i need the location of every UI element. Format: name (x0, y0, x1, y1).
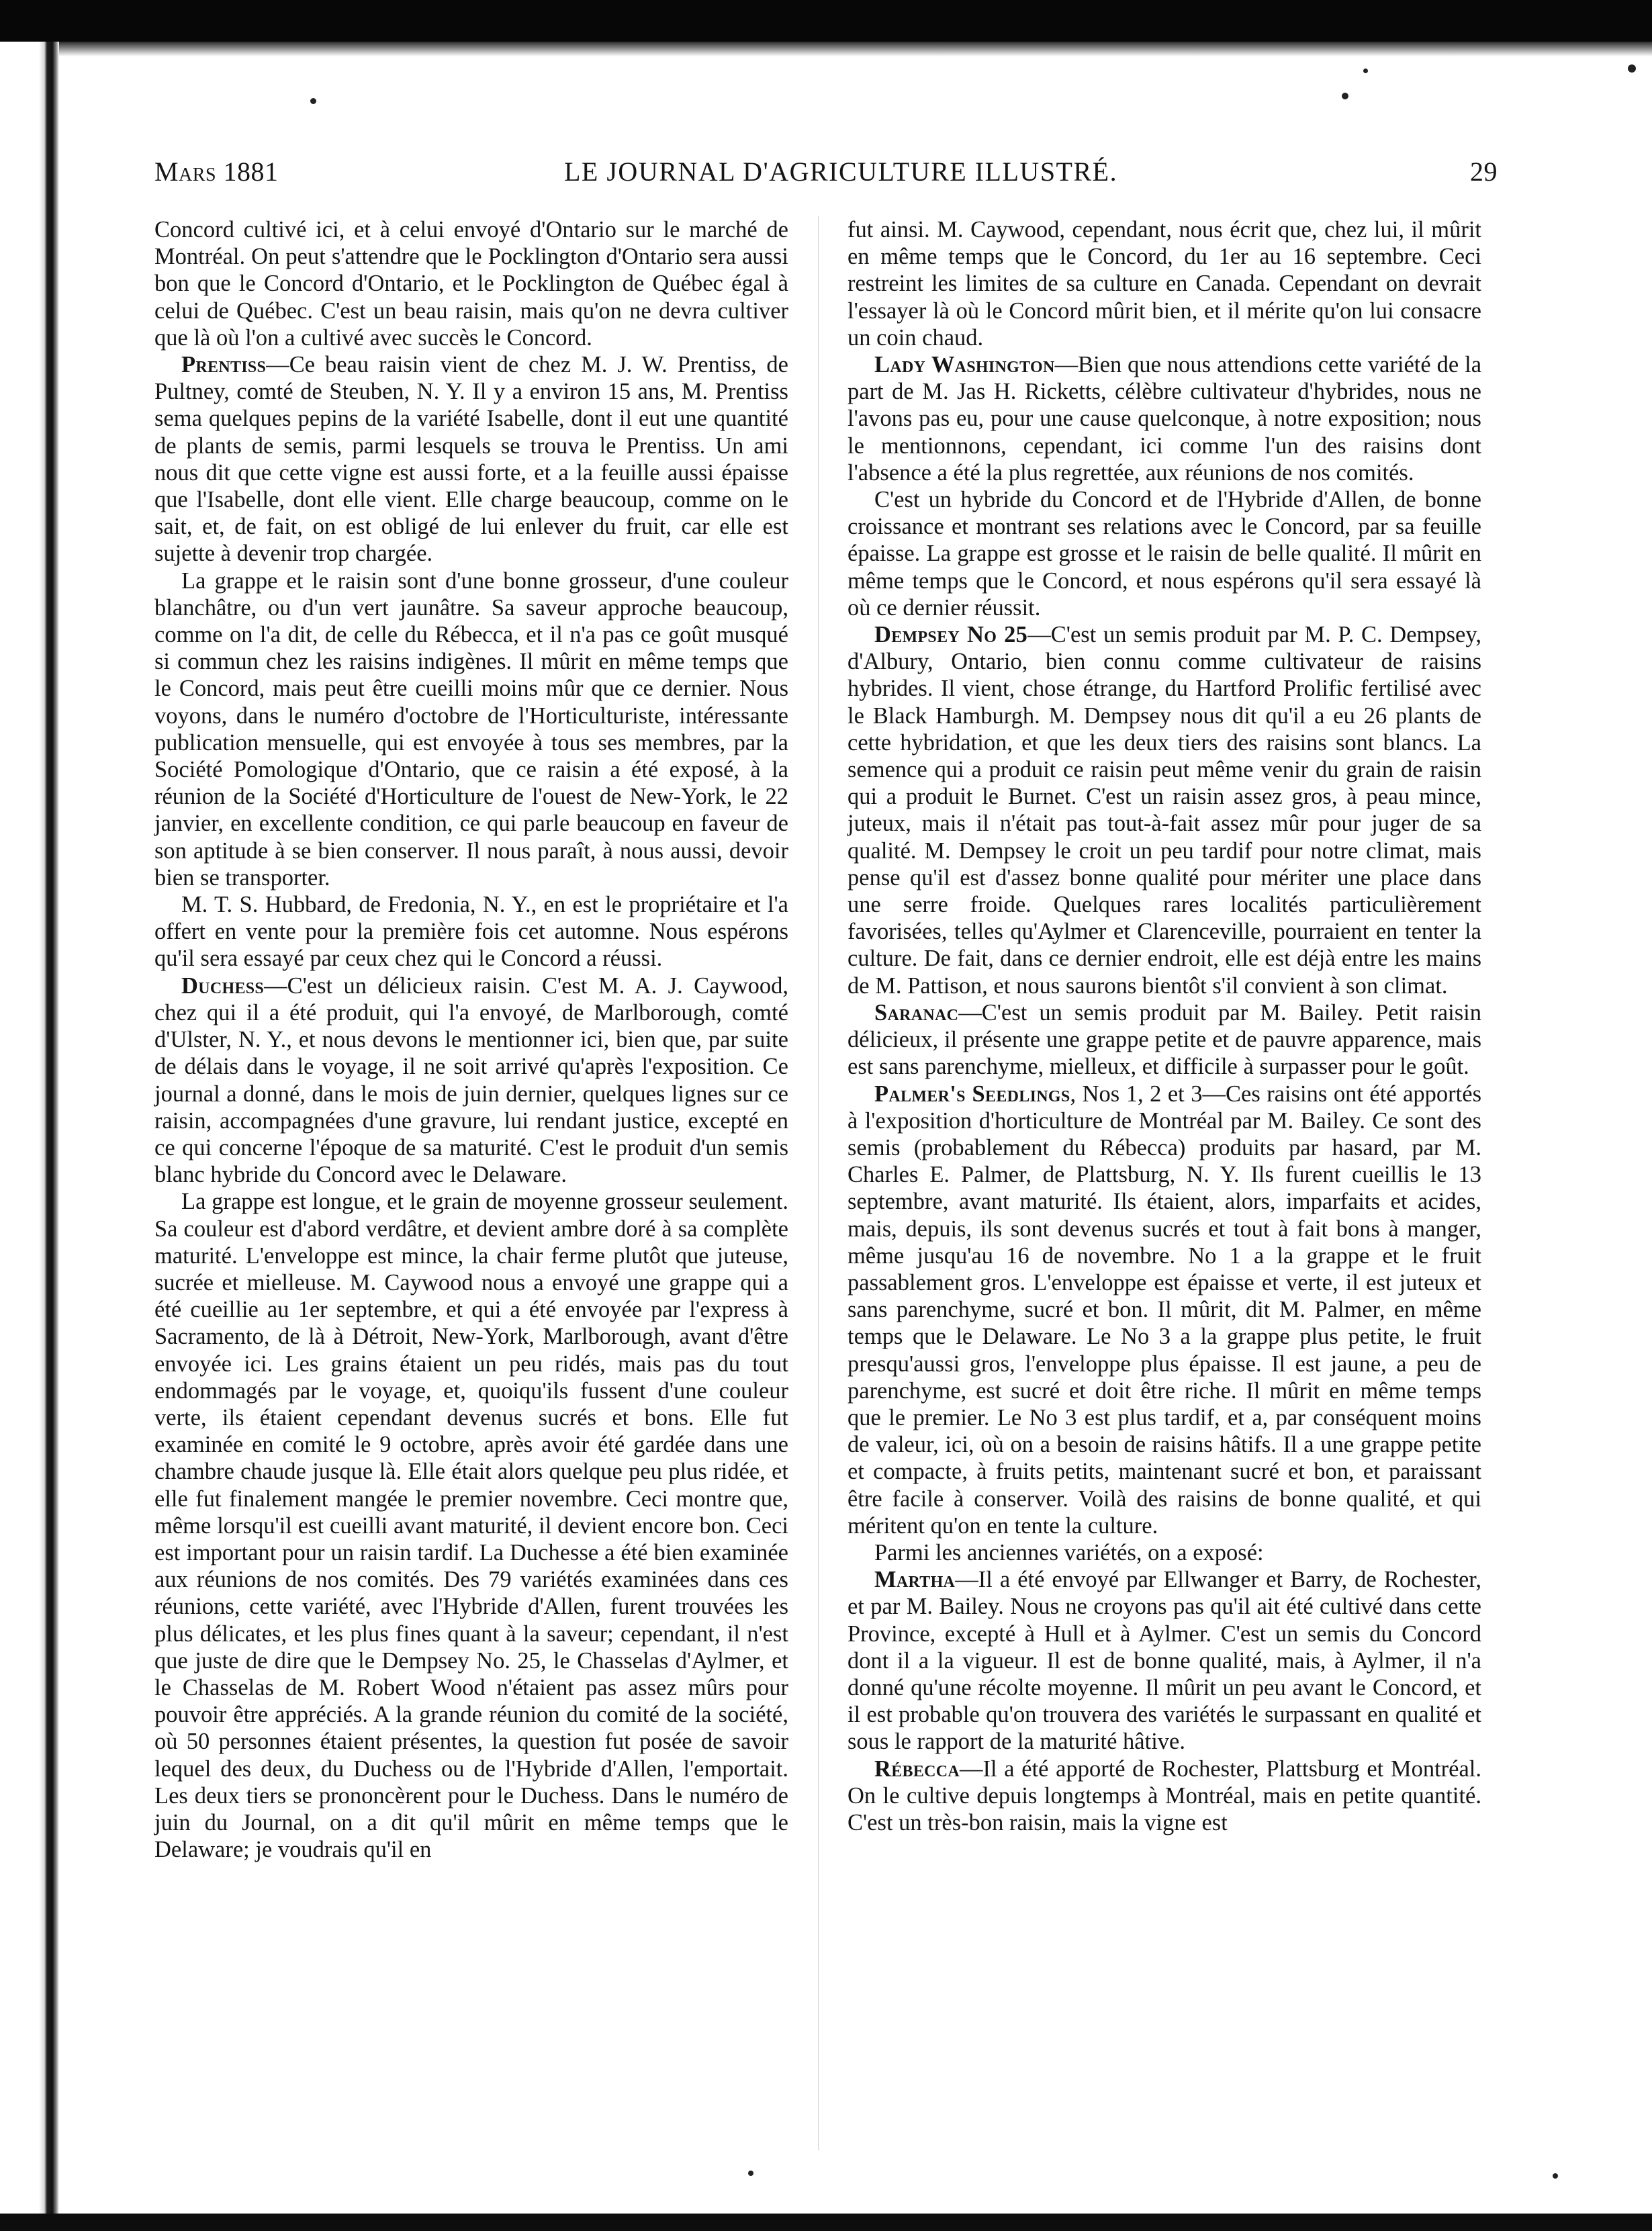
paragraph: Concord cultivé ici, et à celui envoyé d'Ontario sur le marché de Montréal. On peut s'attendre que le Pocklington d'Ontario sera aussi bon que le Concord d'Ontario, et le Pocklington de Québec égal à celui de Québec. C'est un beau raisin, mais qu'on ne devra cultiver que là où l'on a cultivé avec succès le Concord. (154, 217, 788, 351)
paragraph-rebecca: Rébecca—Il a été apporté de Rochester, Plattsburg et Montréal. On le cultive depuis longtemps à Montréal, mais en petite quantité. C'est un très-bon raisin, mais la vigne est (847, 1756, 1481, 1835)
paragraph-lady-washington: Lady Washington—Bien que nous attendions cette variété de la part de M. Jas H. Ricketts, célèbre cultivateur d'hybrides, nous ne l'avons pas eu, pour une cause quelconque, à notre exposition; nous le mentionnons, cependant, ici comme l'un des raisins dont l'absence a été la plus regrettée, aux réunions de nos comités. (847, 352, 1482, 486)
scan-speck (1342, 93, 1348, 99)
scan-speck (1553, 2173, 1558, 2179)
left-column (154, 216, 788, 1863)
right-column (847, 216, 1481, 1836)
paragraph: fut ainsi. M. Caywood, cependant, nous écrit que, chez lui, il mûrit en même temps que le Concord, du 1er au 16 septembre. Ceci restreint les limites de sa culture en Canada. Cependant on devrait l'essayer là où le Concord mûrit bien, et il mérite qu'on lui consacre un coin chaud. (847, 217, 1481, 351)
header-page-number: 29 (1470, 156, 1498, 187)
paragraph-saranac: Saranac—C'est un semis produit par M. Bailey. Petit raisin délicieux, il présente une grappe petite et de pauvre apparence, mais est sans parenchyme, mielleux, et difficile à surpasser pour le goût. (847, 999, 1481, 1080)
variety-name: Prentiss (181, 352, 267, 378)
paragraph-martha: Martha—Il a été envoyé par Ellwanger et Barry, de Rochester, et par M. Bailey. Nous ne croyons pas qu'il ait été cultivé dans cette Province, excepté à Hull et à Aylmer. C'est un semis du Concord dont il a la vigueur. Il est de bonne qualité, mais, à Aylmer, il n'a donné qu'une récolte moyenne. Il mûrit un peu avant le Concord, et il est probable qu'on trouvera des variétés le surpassant en qualité et sous le rapport de la maturité hâtive. (847, 1567, 1481, 1755)
variety-name: Martha (874, 1567, 956, 1593)
paragraph: La grappe et le raisin sont d'une bonne grosseur, d'une couleur blanchâtre, ou d'un vert jaunâtre. Sa saveur approche beaucoup, comme on l'a dit, de celle du Rébecca, et il n'a pas ce goût musqué si commun chez les raisins indigènes. Il mûrit en même temps que le Concord, mais peut être cueilli moins mûr que ce dernier. Nous voyons, dans le numéro d'octobre de l'Horticulturiste, intéressante publication mensuelle, qui est envoyée à tous ses membres, par la Société Pomologique d'Ontario, que ce raisin a été exposé, à la réunion de la Société d'Horticulture de l'ouest de New-York, le 22 janvier, en excellente condition, ce qui parle beaucoup en faveur de son aptitude à se bien conserver. Il nous paraît, à nous aussi, devoir bien se transporter. (154, 567, 788, 891)
paragraph: M. T. S. Hubbard, de Fredonia, N. Y., en est le propriétaire et l'a offert en vente pour la première fois cet automne. Nous espérons qu'il sera essayé par ceux chez qui le Concord a réussi. (154, 892, 788, 972)
scan-speck (1628, 64, 1636, 73)
paragraph: La grappe est longue, et le grain de moyenne grosseur seulement. Sa couleur est d'abord verdâtre, et devient ambre doré à sa complète maturité. L'enveloppe est mince, la chair ferme plutôt que juteuse, sucrée et mielleuse. M. Caywood nous a envoyé une grappe qui a été cueillie au 1er septembre, et qui a été envoyée par l'express à Sacramento, de là à Détroit, New-York, Marlborough, avant d'être envoyée ici. Les grains étaient un peu ridés, mais pas du tout endommagés par le voyage, et, quoiqu'ils fussent d'une couleur verte, ils étaient cependant devenus sucrés et bons. Elle fut examinée en comité le 9 octobre, après avoir été gardée dans une chambre chaude jusque là. Elle était alors quelque peu plus ridée, et elle fut finalement mangée le premier novembre. Ceci montre que, même lorsqu'il est cueilli avant maturité, il devient encore bon. Ceci est important pour un raisin tardif. La Duchesse a été bien examinée aux réunions de nos comités. Des 79 variétés examinées dans ces réunions, cette variété, avec l'Hybride d'Allen, furent trouvées les plus délicates, et les plus fines quant à la saveur; cependant, il n'est que juste de dire que le Dempsey No. 25, le Chasselas d'Aylmer, et le Chasselas de M. Robert Wood n'étaient pas assez mûrs pour pouvoir être appréciés. A la grande réunion du comité de la société, où 50 personnes étaient présentes, la question fut posée de savoir lequel des deux, du Duchess ou de l'Hybride d'Allen, l'emportait. Les deux tiers se prononcèrent pour le Duchess. Dans le numéro de juin du Journal, on a dit qu'il mûrit en même temps que le Delaware; je voudrais qu'il en (154, 1189, 788, 1863)
scan-bottom-border (0, 2214, 1652, 2231)
paragraph-duchess: Duchess—C'est un délicieux raisin. C'est M. A. J. Caywood, chez qui il a été produit, qui l'a envoyé, de Marlborough, comté d'Ulster, N. Y., et nous devons le mentionner ici, bien que, par suite de délais dans le voyage, il ne soit arrivé qu'après l'exposition. Ce journal a donné, dans le mois de juin dernier, quelques lignes sur ce raisin, accompagnées d'une gravure, lui rendant justice, excepté en ce qui concerne l'époque de sa maturité. C'est le produit d'un semis blanc hybride du Concord avec le Delaware. (154, 972, 788, 1188)
variety-name: Duchess (181, 972, 265, 999)
paragraph-palmers-seedlings: Palmer's Seedlings, Nos 1, 2 et 3—Ces raisins ont été apportés à l'exposition d'horticulture de Montréal par M. Bailey. Ce sont des semis (probablement du Rébecca) produits par hasard, par M. Charles E. Palmer, de Plattsburg, N. Y. Ils furent cueillis le 13 septembre, avant maturité. Ils étaient, alors, imparfaits et acides, mais, depuis, ils sont devenus sucrés et tout à fait bons à manger, même jusqu'au 16 de novembre. No 1 a la grappe et le fruit passablement gros. L'enveloppe est épaisse et verte, il est juteux et sans parenchyme, sucré et bon. Il mûrit, dit M. Palmer, en même temps que le Delaware. Le No 3 a la grappe plus petite, le fruit presqu'aussi gros, l'enveloppe plus épaisse. Il est jaune, a peu de parenchyme, est sucré et doit être riche. Il mûrit en même temps que le premier. Le No 3 est plus tardif, et a, par conséquent moins de valeur, ici, où on a besoin de raisins hâtifs. Il a une grappe petite et compacte, à fruits petits, maintenant sucré et bon, et paraissant être facile à conserver. Voilà des raisins de bonne qualité, et qui méritent qu'on en tente la culture. (847, 1081, 1481, 1539)
scan-top-border (0, 0, 1652, 42)
column-divider (818, 216, 819, 2150)
scan-speck (748, 2171, 753, 2176)
header-date: Mars 1881 (154, 156, 279, 187)
variety-name: Palmer's Seedlings (874, 1081, 1070, 1107)
header-journal-title: LE JOURNAL D'AGRICULTURE ILLUSTRÉ. (564, 156, 1118, 187)
running-header (154, 149, 1498, 196)
variety-name: Lady Washington (874, 352, 1055, 378)
variety-name: Rébecca (874, 1756, 960, 1782)
scan-speck (310, 98, 316, 104)
paragraph-dempsey: Dempsey No 25—C'est un semis produit par M. P. C. Dempsey, d'Albury, Ontario, bien connu comme cultivateur de raisins hybrides. Il vient, chose étrange, du Hartford Prolific fertilisé avec le Black Hamburgh. M. Dempsey nous dit qu'il a eu 26 plants de cette hybridation, et que les deux tiers des raisins sont blancs. La semence qui a produit ce raisin peut même venir du grain de raisin qui a produit le Burnet. C'est un raisin assez gros, à peau mince, juteux, mais il n'était pas tout-à-fait assez mûr pour juger de sa qualité. M. Dempsey le croit un peu tardif pour notre climat, mais pense qu'il est d'assez bonne qualité pour mériter une place dans une serre froide. Quelques rares localités particulièrement favorisées, telles qu'Aylmer et Clarenceville, pourraient en tenter la culture. De fait, dans ce dernier endroit, elle est déjà entre les mains de M. Pattison, et nous saurons bientôt s'il convient à son climat. (847, 622, 1481, 999)
paragraph: C'est un hybride du Concord et de l'Hybride d'Allen, de bonne croissance et montrant ses relations avec le Concord, par sa feuille épaisse. La grappe est grosse et le raisin de belle qualité. Il mûrit en même temps que le Concord, et nous espérons qu'il sera essayé là où ce dernier réussit. (847, 487, 1481, 621)
paragraph: Parmi les anciennes variétés, on a exposé: (874, 1539, 1264, 1565)
variety-name: Saranac (874, 999, 959, 1026)
paragraph-prentiss: Prentiss—Ce beau raisin vient de chez M. J. W. Prentiss, de Pultney, comté de Steuben, N. Y. Il y a environ 15 ans, M. Prentiss sema quelques pepins de la variété Isabelle, dont il eut une quantité de plants de semis, parmi lesquels se trouva le Prentiss. Un ami nous dit que cette vigne est aussi forte, et a la feuille aussi épaisse que l'Isabelle, dont elle vient. Elle charge beaucoup, comme on le sait, et, de fait, on est obligé de lui enlever du fruit, car elle est sujette à devenir trop chargée. (154, 352, 788, 567)
scan-speck (1363, 69, 1368, 73)
variety-name: Dempsey No 25 (874, 622, 1028, 648)
scan-binding-edge (0, 42, 59, 2231)
